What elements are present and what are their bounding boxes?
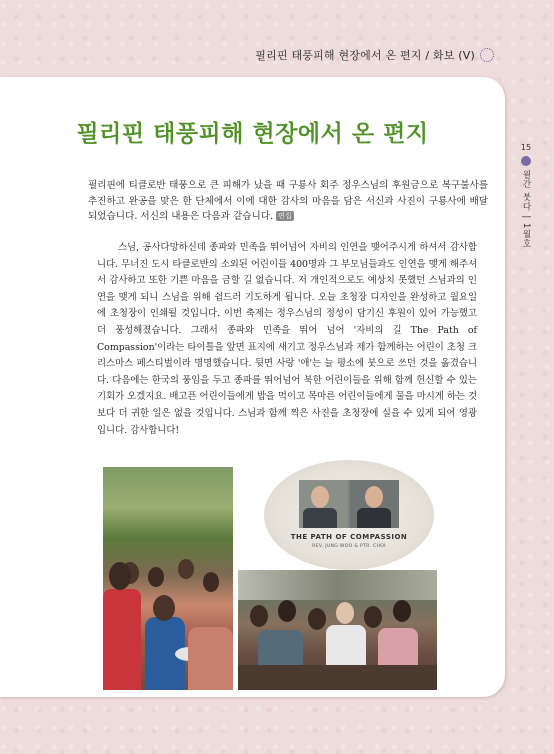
group-photo xyxy=(238,570,437,690)
article-title: 필리핀 태풍피해 현장에서 온 편지 xyxy=(76,120,429,147)
editor-mark: 편집 xyxy=(278,212,292,220)
letter-text: 스님, 공사다망하신데 종파와 민족을 뛰어넘어 자비의 인연을 맺어주시게 하셔서 감사합니다. 무너진 도시 타클로반의 소외된 어린이들 400명과 그 부모님들과도 인연을 맺게 해주셔서 감사하고 또한 기쁜 마음을 금할 길 없습니다. 저 개인적으로도 예상치 못했던 스님과의 인연을 맺게 되니 스님을 위해 쉼드러 기도하게 됩니다. 오늘 초청장 디자인을 완성하고 월요일에 초청장이 인쇄될 것입니다. 이번 축제는 정우스님의 정성이 담기신 후원이 있어 가능했고 더 풍성해졌습니다. 그래서 종파와 민족을 뛰어 넘어 '자비의 길 The Path of Compassion'이라는 타이틀을 앞면 표지에 새기고 정우스님과 제가 함께하는 어린이 초청 크리스마스 페스티벌이라 명명했습니다. 뒷면 사랑 '애'는 늘 평소에 붓으로 쓰던 것을 옮겼습니다. 다음에는 한국의 풍임을 두고 종파를 뛰어넘어 북한 어린이들을 위해 함께 헌신할 수 있는 기회가 오겠지요. 배고픈 어린이들에게 밥을 먹이고 목마른 어린이들에게 물을 마시게 하는 것보다 더 귀한 일은 없을 것입니다. 스님과 함께 찍은 사진을 초청장에 실을 수 있게 되어 영광입니다. 감사합니다! xyxy=(97,242,477,436)
letter-body xyxy=(97,240,477,439)
dharma-wheel-icon xyxy=(521,156,531,166)
invitation-card-photo xyxy=(264,460,434,570)
page-number: 15 xyxy=(520,143,532,152)
intro-text: 필리핀에 티클로반 태풍으로 큰 피해가 났을 때 구룡사 회주 정우스님의 후원금으로 복구불사를 추진하고 완공을 맞은 한 단체에서 이에 대한 감사의 마음을 담은 서신과 사진이 구룡사에 배달되었습니다. 서신의 내용은 다음과 같습니다. xyxy=(88,180,488,222)
side-tab xyxy=(515,143,537,248)
magazine-label: 월간 붓다 | 1월호 xyxy=(521,170,531,249)
children-crowd-photo xyxy=(103,467,233,690)
portrait-caption: THE PATH OF COMPASSION xyxy=(290,533,408,541)
dharma-wheel-icon xyxy=(480,48,494,62)
running-title: 필리핀 태풍피해 현장에서 온 편지 / 화보 (Ⅴ) xyxy=(255,49,475,62)
article-intro xyxy=(88,178,488,225)
portrait-image xyxy=(299,480,399,528)
portrait-subcaption: REV. JUNG WOO & PTR. CHOI xyxy=(312,544,386,549)
running-header xyxy=(255,47,494,63)
